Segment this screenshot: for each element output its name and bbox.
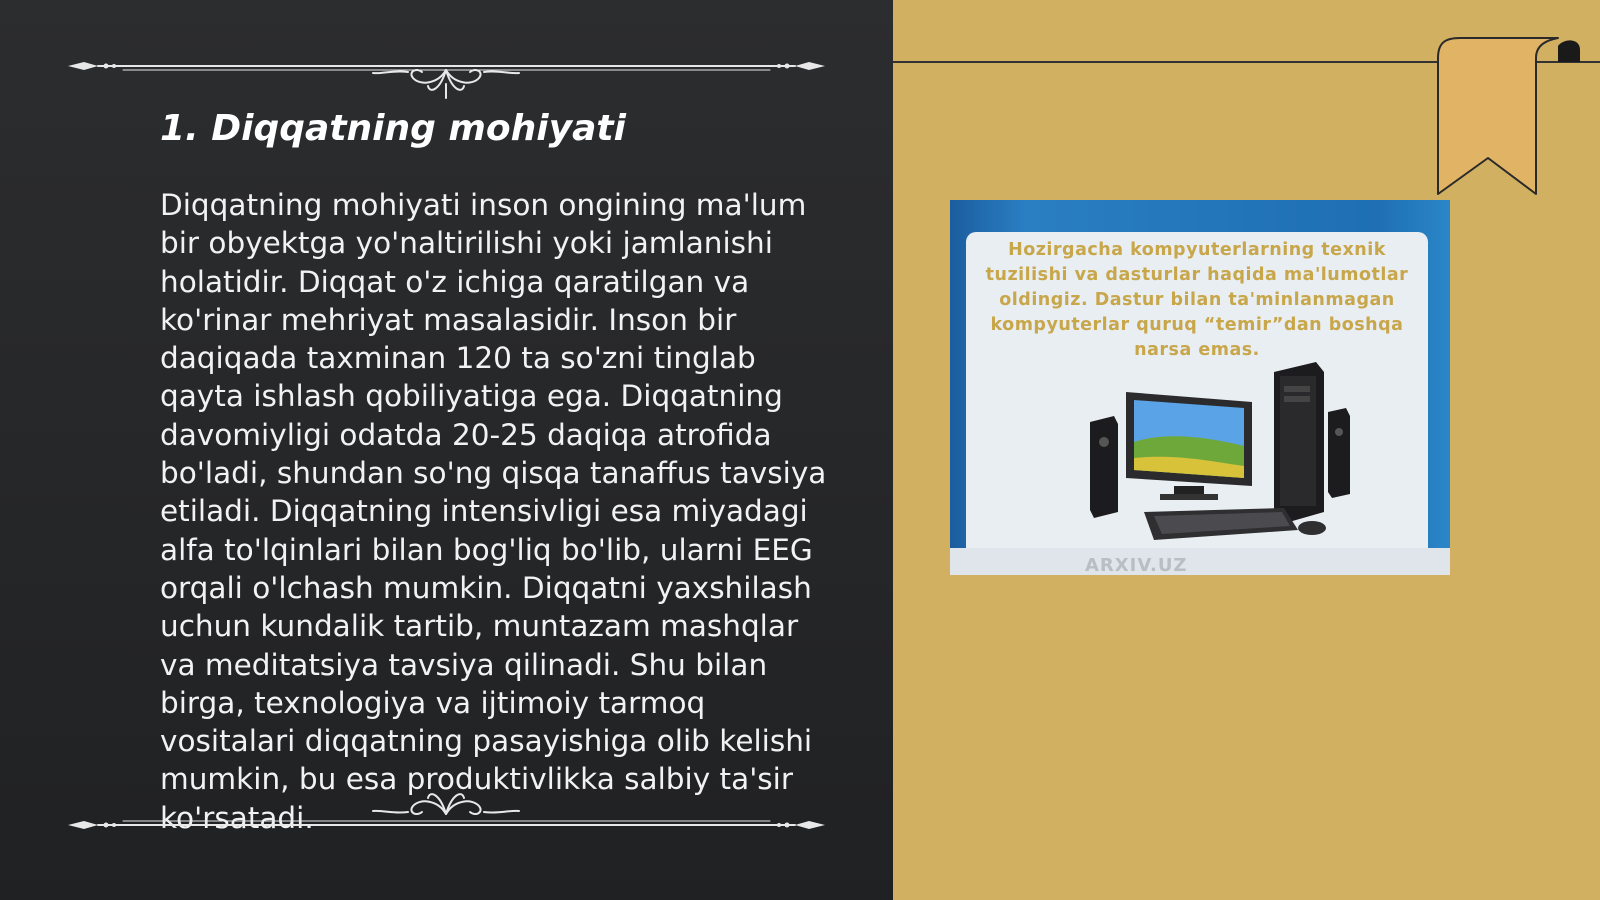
bottom-ornament-divider: [68, 780, 825, 840]
desktop-computer-icon: [1084, 362, 1364, 562]
ribbon-bookmark-icon: [1430, 36, 1580, 198]
slide-title: 1. Diqqatning mohiyati: [160, 108, 626, 149]
computer-illustration: [950, 200, 1450, 575]
watermark-text: ARXIV.UZ: [1085, 555, 1188, 575]
illustration-caption: Hozirgacha kompyuterlarning texnik tuzilishi va dasturlar haqida ma'lumotlar oldingiz. Dastur bilan ta'minlanmagan kompyuterlar quruq “temir”dan boshqa narsa emas.: [985, 240, 1409, 360]
illustration-card: [966, 232, 1428, 562]
top-ornament-divider: [68, 40, 825, 100]
slide-body-text: Diqqatning mohiyati inson ongining ma'lum bir obyektga yo'naltirilishi yoki jamlanishi holatidir. Diqqat o'z ichiga qaratilgan va ko'rinar mehriyat masalasidir. Inson bir daqiqada taxminan 120 ta so'zni tinglab qayta ishlash qobiliyatiga ega. Diqqatning davomiyligi odatda 20-25 daqiqa atrofida bo'ladi, shundan so'ng qisqa tanaffus tavsiya etiladi. Diqqatning intensivligi esa miyadagi alfa to'lqinlari bilan bog'liq bo'lib, ularni EEG orqali o'lchash mumkin. Diqqatni yaxshilash uchun kundalik tartib, muntazam mashqlar va meditatsiya tavsiya qilinadi. Shu bilan birga, texnologiya va ijtimoiy tarmoq vositalari diqqatning pasayishiga olib kelishi mumkin, bu esa produktivlikka salbiy ta'sir ko'rsatadi.: [160, 188, 827, 835]
illustration-bottom-strip: [950, 548, 1450, 575]
